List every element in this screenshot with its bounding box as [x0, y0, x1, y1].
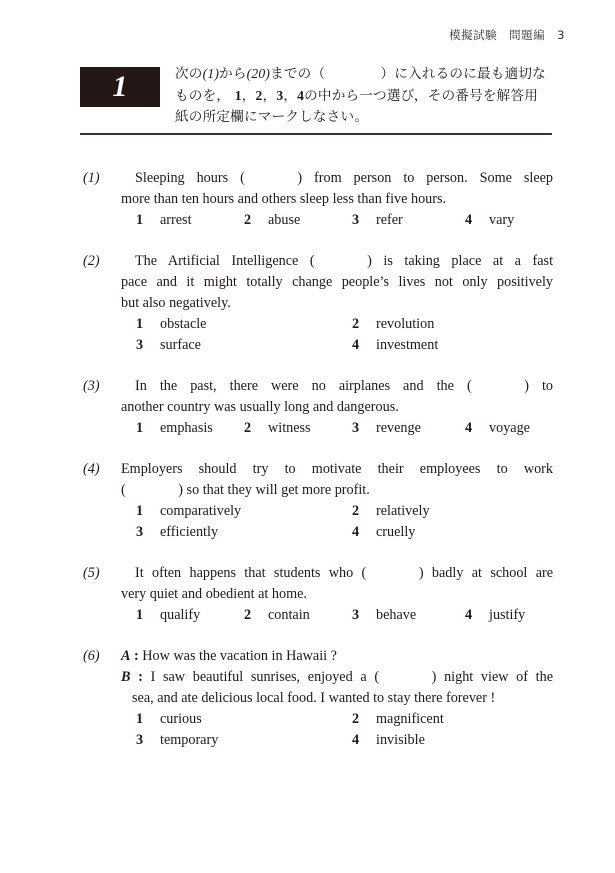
question-text [121, 563, 553, 605]
answer-blank [362, 563, 424, 584]
choice-text: obstacle [160, 316, 207, 332]
choice-text: justify [489, 607, 526, 623]
choice-number: 1 [136, 711, 144, 727]
answer-blank [374, 667, 436, 688]
choice-number: 2 [352, 711, 360, 727]
choices [136, 605, 553, 626]
choice-text: contain [268, 607, 310, 623]
dialogue-line-b-cont: sea, and ate delicious local food. I wanted to stay there forever ! [132, 690, 496, 706]
choice-text: witness [268, 420, 311, 436]
choice-2[interactable] [244, 210, 352, 231]
instructions-line-2 [175, 85, 555, 107]
choice-1[interactable] [136, 501, 352, 522]
choices [136, 709, 553, 751]
question-line: another country was usually long and dangerous. [121, 399, 399, 415]
choice-number: 4 [352, 732, 360, 748]
section-instructions [175, 63, 555, 128]
choice-number: 1 [136, 212, 144, 228]
instr-text: ものを， [175, 88, 231, 104]
instr-text: から [219, 66, 247, 82]
text-segment: is taking place at a fast [383, 253, 554, 269]
choice-number: 1 [136, 607, 144, 623]
choice-text: emphasis [160, 420, 213, 436]
choice-number: 2 [244, 420, 252, 436]
text-segment: night view of the [444, 669, 554, 685]
choice-4[interactable] [465, 210, 565, 231]
question-2 [83, 251, 553, 356]
choice-text: efficiently [160, 524, 219, 540]
question-line: more than ten hours and others sleep less than five hours. [121, 191, 447, 207]
instr-choice-number: 2 [255, 88, 263, 103]
question-line: very quiet and obedient at home. [121, 586, 307, 602]
choice-number: 4 [465, 607, 473, 623]
answer-blank [467, 376, 529, 397]
question-number: (3) [83, 378, 100, 394]
instr-choice-number: 3 [276, 88, 284, 103]
choice-2[interactable] [244, 605, 352, 626]
instr-range-to: (20) [246, 66, 271, 81]
section-title: 問題編 [509, 28, 546, 42]
choice-number: 4 [352, 524, 360, 540]
choice-text: vary [489, 212, 515, 228]
question-line [121, 563, 553, 584]
answer-blank [121, 480, 183, 501]
text-segment: I saw beautiful sunrises, enjoyed a [150, 669, 367, 685]
instr-text: の中から一つ選び，その番号を解答用 [304, 88, 539, 104]
choice-text: investment [376, 337, 439, 353]
text-segment: from person to person. Some sleep [314, 170, 554, 186]
question-text [121, 459, 553, 501]
text-segment: Sleeping hours [135, 170, 229, 186]
instr-sep: ， [283, 88, 298, 104]
choice-1[interactable] [136, 314, 352, 335]
choice-1[interactable] [136, 709, 352, 730]
instr-sep: ， [262, 88, 277, 104]
instructions-line-3: 紙の所定欄にマークしなさい。 [175, 109, 369, 125]
text-segment: How was the vacation in Hawaii ? [142, 648, 337, 664]
text-segment: so that they will get more profit. [186, 482, 370, 498]
question-line [121, 251, 553, 272]
choice-2[interactable] [352, 501, 552, 522]
choice-number: 1 [136, 503, 144, 519]
choice-text: invisible [376, 732, 425, 748]
text-segment: It often happens that students who [135, 565, 354, 581]
instructions-line-1 [175, 63, 555, 85]
choice-number: 2 [352, 503, 360, 519]
instr-sep: ， [241, 88, 256, 104]
choice-1[interactable] [136, 210, 244, 231]
choice-text: voyage [489, 420, 530, 436]
instr-choice-number: 1 [234, 88, 242, 103]
choice-text: curious [160, 711, 202, 727]
choice-text: arrest [160, 212, 192, 228]
choice-4[interactable] [352, 522, 552, 543]
page-number: 3 [557, 28, 565, 42]
text-segment: to [541, 378, 554, 394]
choices [136, 314, 553, 356]
choice-2[interactable] [352, 314, 552, 335]
choice-text: abuse [268, 212, 301, 228]
text-segment: badly at school are [431, 565, 554, 581]
choice-number: 2 [244, 212, 252, 228]
choice-number: 3 [352, 420, 360, 436]
question-6 [83, 646, 553, 751]
question-line [121, 480, 553, 501]
choice-4[interactable] [352, 335, 552, 356]
question-number: (2) [83, 253, 100, 269]
choice-number: 3 [136, 337, 144, 353]
section-divider [80, 133, 552, 135]
choice-4[interactable] [465, 418, 565, 439]
choice-text: refer [376, 212, 403, 228]
choice-4[interactable] [465, 605, 565, 626]
instr-range-from: (1) [202, 66, 220, 81]
speaker-colon: : [134, 648, 139, 664]
choice-number: 4 [465, 420, 473, 436]
question-number: (6) [83, 648, 100, 664]
question-line: but also negatively. [121, 295, 231, 311]
choice-number: 3 [352, 212, 360, 228]
question-number: (4) [83, 461, 100, 477]
question-3 [83, 376, 553, 439]
choice-number: 3 [136, 732, 144, 748]
choice-text: revolution [376, 316, 435, 332]
question-line [121, 168, 553, 189]
choices [136, 210, 553, 231]
speaker-label: B [121, 669, 131, 685]
choice-2[interactable] [244, 418, 352, 439]
choice-text: comparatively [160, 503, 242, 519]
running-head [449, 27, 565, 43]
choice-text: temporary [160, 732, 219, 748]
choices [136, 418, 553, 439]
choice-3[interactable] [136, 522, 352, 543]
choice-number: 3 [352, 607, 360, 623]
instr-choice-number: 4 [297, 88, 305, 103]
question-4 [83, 459, 553, 543]
choice-3[interactable] [136, 335, 352, 356]
choice-3[interactable] [352, 418, 465, 439]
exam-title: 模擬試験 [449, 28, 498, 42]
choice-number: 4 [352, 337, 360, 353]
choice-text: revenge [376, 420, 421, 436]
choice-number: 2 [244, 607, 252, 623]
question-text [121, 646, 553, 709]
section-number-box [80, 67, 160, 107]
question-1 [83, 168, 553, 231]
choice-text: surface [160, 337, 201, 353]
choice-1[interactable] [136, 418, 244, 439]
choice-3[interactable] [352, 605, 465, 626]
question-line [121, 376, 553, 397]
choice-text: qualify [160, 607, 201, 623]
question-text [121, 376, 553, 418]
choice-3[interactable] [136, 730, 352, 751]
speaker-colon: : [138, 669, 143, 685]
choice-number: 3 [136, 524, 144, 540]
choices [136, 501, 553, 543]
question-number: (1) [83, 170, 100, 186]
choice-text: magnificent [376, 711, 444, 727]
choice-number: 1 [136, 420, 144, 436]
text-segment: In the past, there were no airplanes and the [135, 378, 454, 394]
text-segment: The Artificial Intelligence [135, 253, 299, 269]
speaker-label: A [121, 648, 131, 664]
choice-number: 4 [465, 212, 473, 228]
instr-text: 次の [175, 66, 203, 82]
choice-number: 2 [352, 316, 360, 332]
choice-text: cruelly [376, 524, 416, 540]
choice-number: 1 [136, 316, 144, 332]
question-number: (5) [83, 565, 100, 581]
section-number: 1 [112, 70, 128, 103]
answer-blank [240, 168, 302, 189]
question-text [121, 251, 553, 314]
answer-blank [310, 251, 372, 272]
choice-text: relatively [376, 503, 430, 519]
question-line: Employers should try to motivate their employees to work [121, 461, 553, 477]
dialogue-line-a [121, 646, 553, 667]
instr-text: までの（ ）に入れるのに最も適切な [270, 66, 546, 82]
choice-4[interactable] [352, 730, 552, 751]
question-line: pace and it might totally change people’s lives not only positively [121, 274, 553, 290]
question-5 [83, 563, 553, 626]
dialogue-line-b [121, 667, 553, 688]
choice-text: behave [376, 607, 417, 623]
choice-3[interactable] [352, 210, 465, 231]
choice-2[interactable] [352, 709, 552, 730]
choice-1[interactable] [136, 605, 244, 626]
question-text [121, 168, 553, 210]
